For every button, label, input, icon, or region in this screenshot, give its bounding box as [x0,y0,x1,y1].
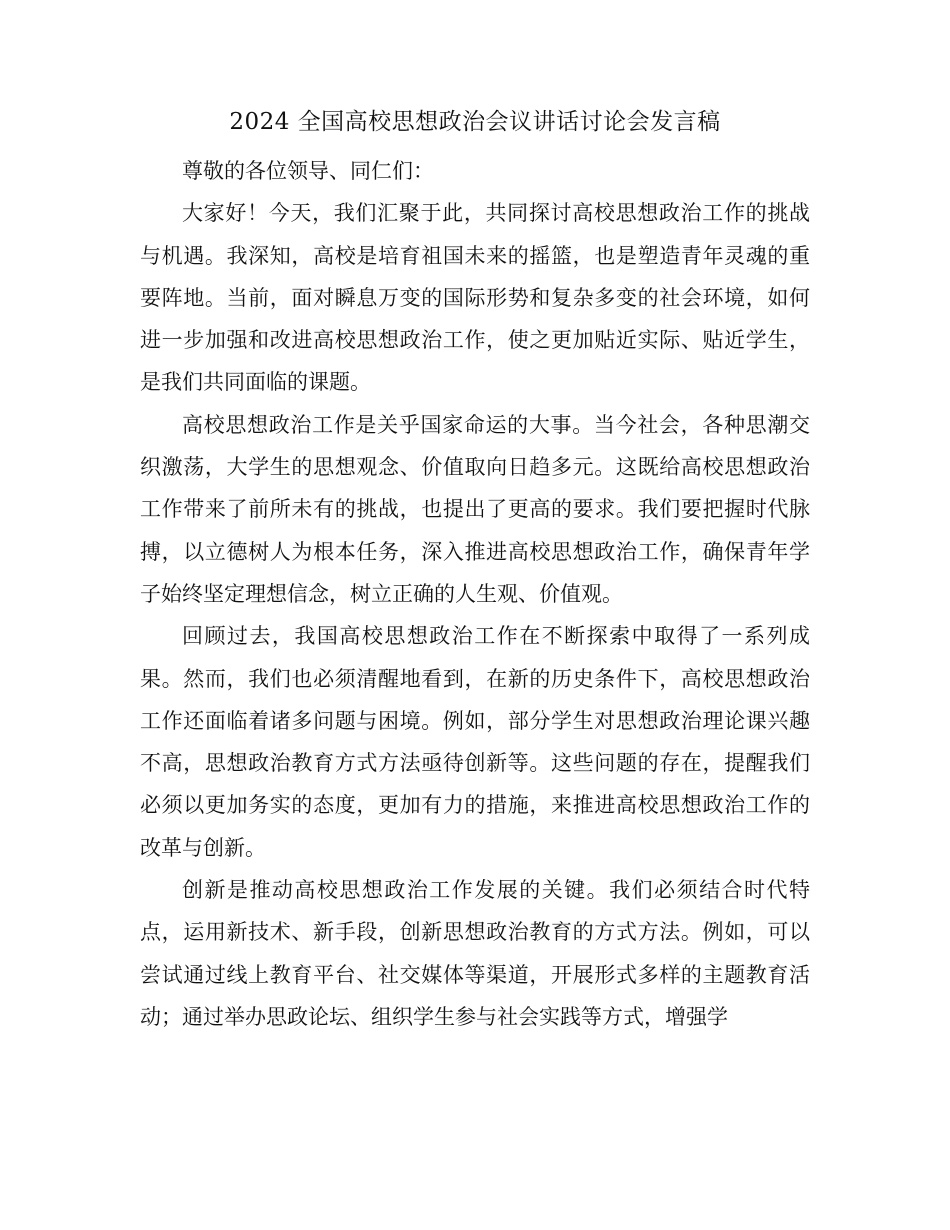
document-body [140,150,810,1038]
body-paragraph-1: 大家好！今天，我们汇聚于此，共同探讨高校思想政治工作的挑战与机遇。我深知，高校是培育祖国未来的摇篮，也是塑造青年灵魂的重要阵地。当前，面对瞬息万变的国际形势和复杂多变的社会环境，如何进一步加强和改进高校思想政治工作，使之更加贴近实际、贴近学生，是我们共同面临的课题。 [140,201,810,395]
body-paragraph-3: 回顾过去，我国高校思想政治工作在不断探索中取得了一系列成果。然而，我们也必须清醒地看到，在新的历史条件下，高校思想政治工作还面临着诸多问题与困境。例如，部分学生对思想政治理论课兴趣不高，思想政治教育方式方法亟待创新等。这些问题的存在，提醒我们必须以更加务实的态度，更加有力的措施，来推进高校思想政治工作的改革与创新。 [140,624,810,860]
document-title: 2024 全国高校思想政治会议讲话讨论会发言稿 [229,109,721,135]
body-paragraph-4: 创新是推动高校思想政治工作发展的关键。我们必须结合时代特点，运用新技术、新手段，创新思想政治教育的方式方法。例如，可以尝试通过线上教育平台、社交媒体等渠道，开展形式多样的主题教育活动；通过举办思政论坛、组织学生参与社会实践等方式，增强学 [140,878,810,1029]
greeting-paragraph: 尊敬的各位领导、同仁们： [182,159,434,183]
body-paragraph-2: 高校思想政治工作是关乎国家命运的大事。当今社会，各种思潮交织激荡，大学生的思想观念、价值取向日趋多元。这既给高校思想政治工作带来了前所未有的挑战，也提出了更高的要求。我们要把握时代脉搏，以立德树人为根本任务，深入推进高校思想政治工作，确保青年学子始终坚定理想信念，树立正确的人生观、价值观。 [140,412,810,606]
